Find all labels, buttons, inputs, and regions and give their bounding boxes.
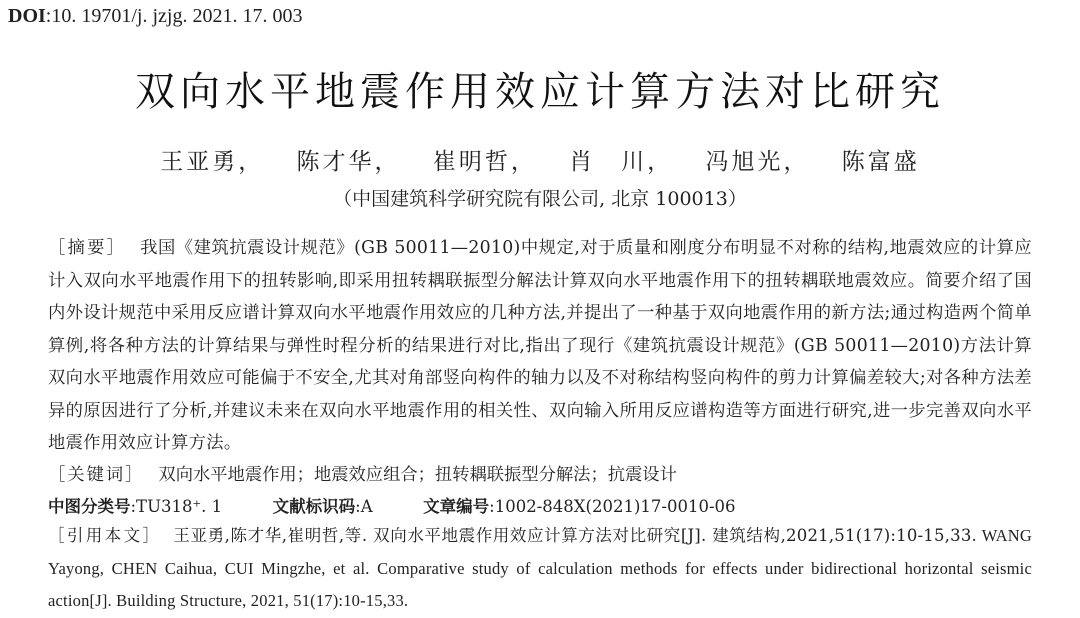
citation [48, 520, 1032, 618]
author: 肖 川， [569, 149, 674, 175]
abstract [48, 232, 1032, 460]
author: 陈才华， [296, 149, 401, 175]
keywords [48, 460, 1032, 485]
doi-label: DOI [8, 5, 46, 27]
doc-code-label: 文献标识码 [272, 497, 356, 516]
author-list [0, 143, 1080, 176]
author: 王亚勇， [160, 149, 265, 175]
author: 陈富盛 [841, 149, 920, 175]
doi-value: :10. 19701/j. jzjg. 2021. 17. 003 [45, 5, 303, 27]
paper-title: 双向水平地震作用效应计算方法对比研究 [135, 69, 945, 115]
abstract-label: ［摘要］ [48, 238, 127, 258]
clc-label: 中图分类号 [48, 497, 131, 516]
article-number-label: 文章编号 [423, 497, 490, 516]
keywords-label: ［关键词］ [48, 465, 145, 485]
affiliation: （中国建筑科学研究院有限公司, 北京 100013） [333, 188, 747, 210]
author: 崔明哲， [432, 149, 537, 175]
doi-line [8, 5, 302, 28]
clc-value: :TU318⁺. 1 [130, 497, 223, 516]
abstract-text: 我国《建筑抗震设计规范》(GB 50011—2010)中规定,对于质量和刚度分布明显不对称的结构,地震效应的计算应计入双向水平地震作用下的扭转影响,即采用扭转耦联振型分解法计算双向水平地震作用下的扭转耦联地震效应。简要介绍了国内外设计规范中采用反应谱计算双向水平地震作用效应的几种方法,并提出了一种基于双向地震作用的新方法;通过构造两个简单算例,将各种方法的计算结果与弹性时程分析的结果进行对比,指出了现行《建筑抗震设计规范》(GB 50011—2010)方法计算双向水平地震作用效应可能偏于不安全,尤其对角部竖向构件的轴力以及不对称结构竖向构件的剪力计算偏差较大;对各种方法差异的原因进行了分析,并建议未来在双向水平地震作用的相关性、双向输入所用反应谱构造等方面进行研究,进一步完善双向水平地震作用效应计算方法。 [48, 238, 1032, 453]
doc-code-value: :A [355, 497, 373, 516]
classification-line [48, 493, 1032, 517]
citation-cn: 王亚勇,陈才华,崔明哲,等. 双向水平地震作用效应计算方法对比研究[J]. 建筑结构,2021,51(17):10-15,33. [173, 526, 977, 545]
article-number-value: :1002-848X(2021)17-0010-06 [489, 497, 736, 516]
author: 冯旭光， [705, 149, 810, 175]
keywords-text: 双向水平地震作用；地震效应组合；扭转耦联振型分解法；抗震设计 [158, 465, 677, 485]
citation-en: WANG Yayong, CHEN Caihua, CUI Mingzhe, et al. Comparative study of calculation methods for effects under bidirectional horizontal seismic action[J]. Building Structure, 2021, 51(17):10-15,33. [48, 526, 1032, 610]
citation-label: ［引用本文］ [48, 526, 162, 545]
